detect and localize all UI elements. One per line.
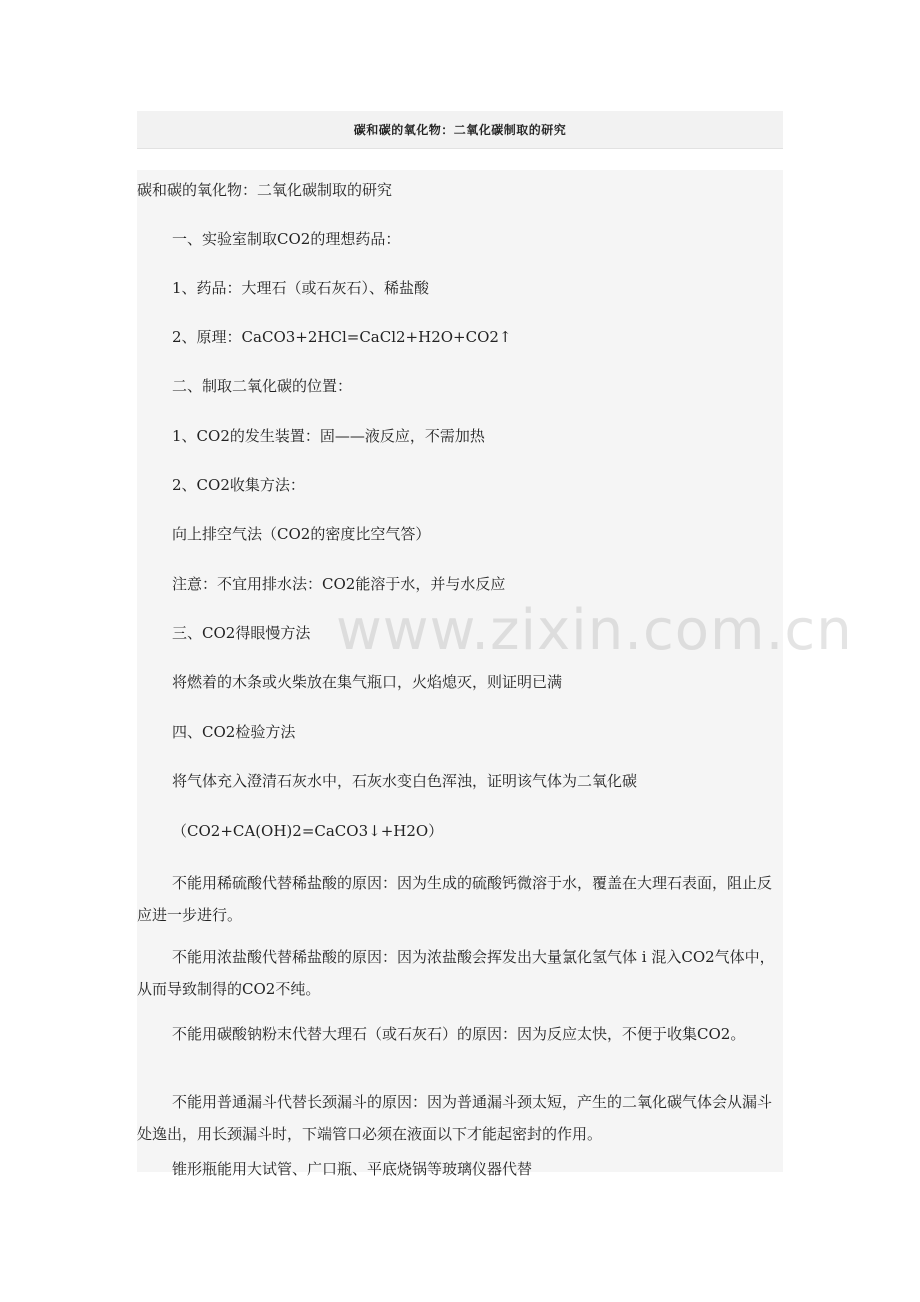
article-title-bar [137,111,783,149]
paragraph: 将燃着的木条或火柴放在集气瓶口，火焰熄灭，则证明已满 [172,673,563,691]
paragraph: 2、原理：CaCO3+2HCl=CaCl2+H2O+CO2↑ [172,328,512,346]
paragraph: 向上排空气法（CO2的密度比空气答） [172,525,431,543]
paragraph: 不能用浓盐酸代替稀盐酸的原因：因为浓盐酸会挥发出大量氯化氢气体 i 混入CO2气体中，从而导致制得的CO2不纯。 [137,948,775,998]
paragraph: 1、CO2的发生装置：固——液反应，不需加热 [172,427,485,445]
paragraph: 注意：不宜用排水法：CO2能溶于水，并与水反应 [172,575,506,593]
paragraph: 将气体充入澄清石灰水中，石灰水变白色浑浊，证明该气体为二氧化碳 [172,772,638,790]
watermark-text: www.zixin.com.cn [336,598,853,663]
paragraph: 四、CO2检验方法 [172,723,296,741]
paragraph: 不能用稀硫酸代替稀盐酸的原因：因为生成的硫酸钙微溶于水，覆盖在大理石表面，阻止反应进一步进行。 [137,874,773,924]
paragraph: 一、实验室制取CO2的理想药品： [172,230,401,248]
article-title: 碳和碳的氧化物：二氧化碳制取的研究 [353,123,567,137]
article-body [137,170,783,1178]
paragraph: 三、CO2得眼慢方法 [172,624,311,642]
paragraph: 锥形瓶能用大试管、广口瓶、平底烧锅等玻璃仪器代替 [172,1160,533,1178]
paragraph-heading: 碳和碳的氧化物：二氧化碳制取的研究 [137,181,393,199]
paragraph: 2、CO2收集方法： [172,476,305,494]
paragraph: 1、药品：大理石（或石灰石）、稀盐酸 [172,279,430,297]
paragraph-formula: （CO2+CA(OH)2=CaCO3↓+H2O） [172,822,444,840]
paragraph: 不能用碳酸钠粉末代替大理石（或石灰石）的原因：因为反应太快，不便于收集CO2。 [172,1025,746,1043]
paragraph: 二、制取二氧化碳的位置： [172,377,353,395]
paragraph: 不能用普通漏斗代替长颈漏斗的原因：因为普通漏斗颈太短，产生的二氧化碳气体会从漏斗处逸出，用长颈漏斗时，下端管口必须在液面以下才能起密封的作用。 [137,1093,773,1143]
